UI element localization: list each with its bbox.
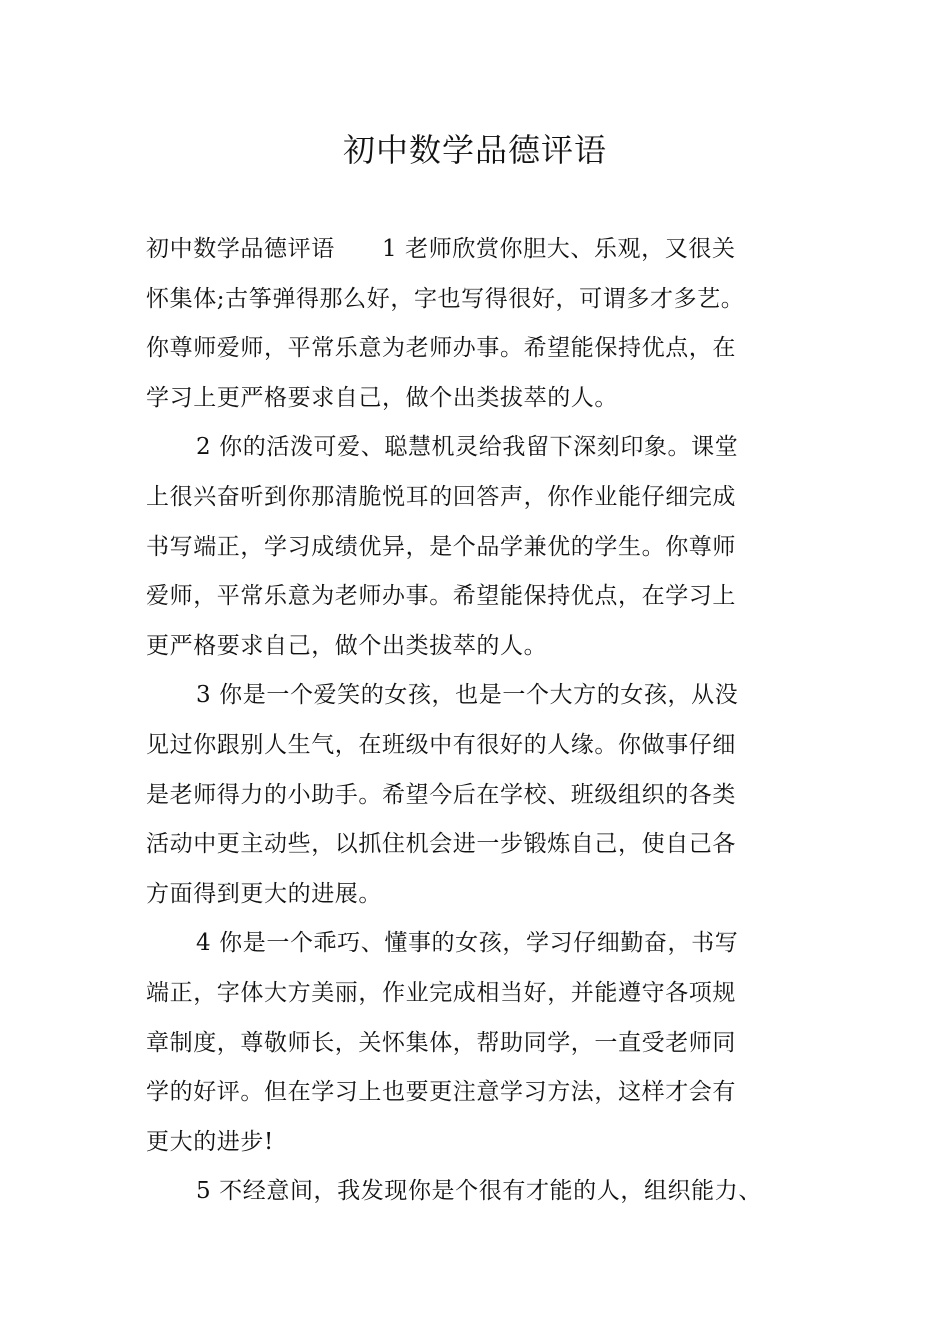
text-line: 怀集体;古筝弹得那么好，字也写得很好，可谓多才多艺。 — [146, 285, 745, 312]
document-title: 初中数学品德评语 — [342, 131, 607, 169]
paragraph-start-line: 2 你的活泼可爱、聪慧机灵给我留下深刻印象。课堂 — [196, 434, 739, 461]
text-line: 学的好评。但在学习上也要更注意学习方法，这样才会有 — [146, 1079, 736, 1106]
document-body — [146, 225, 836, 1217]
text-line: 学习上更严格要求自己，做个出类拔萃的人。 — [146, 384, 618, 411]
text-line: 端正，字体大方美丽，作业完成相当好，并能遵守各项规 — [146, 979, 736, 1006]
text-line: 爱师，平常乐意为老师办事。希望能保持优点，在学习上 — [146, 583, 736, 610]
paragraph-start-line: 3 你是一个爱笑的女孩，也是一个大方的女孩，从没 — [196, 682, 739, 709]
text-line: 见过你跟别人生气，在班级中有很好的人缘。你做事仔细 — [146, 731, 736, 758]
paragraph-start-line: 5 不经意间，我发现你是个很有才能的人，组织能力、 — [196, 1178, 762, 1205]
text-line: 更严格要求自己，做个出类拔萃的人。 — [146, 632, 548, 659]
text-line: 更大的进步! — [146, 1128, 274, 1155]
text-line: 是老师得力的小助手。希望今后在学校、班级组织的各类 — [146, 781, 736, 808]
text-line: 你尊师爱师，平常乐意为老师办事。希望能保持优点，在 — [146, 335, 736, 362]
text-line: 书写端正，学习成绩优异，是个品学兼优的学生。你尊师 — [146, 533, 736, 560]
paragraph-start-line: 4 你是一个乖巧、懂事的女孩，学习仔细勤奋，书写 — [196, 930, 739, 957]
text-line: 章制度，尊敬师长，关怀集体，帮助同学，一直受老师同 — [146, 1029, 736, 1056]
text-line: 活动中更主动些，以抓住机会进一步锻炼自己，使自己各 — [146, 831, 736, 858]
text-line: 方面得到更大的进展。 — [146, 880, 382, 907]
text-line: 初中数学品德评语 1 老师欣赏你胆大、乐观，又很关 — [146, 236, 736, 262]
text-line: 上很兴奋听到你那清脆悦耳的回答声，你作业能仔细完成 — [146, 483, 736, 510]
